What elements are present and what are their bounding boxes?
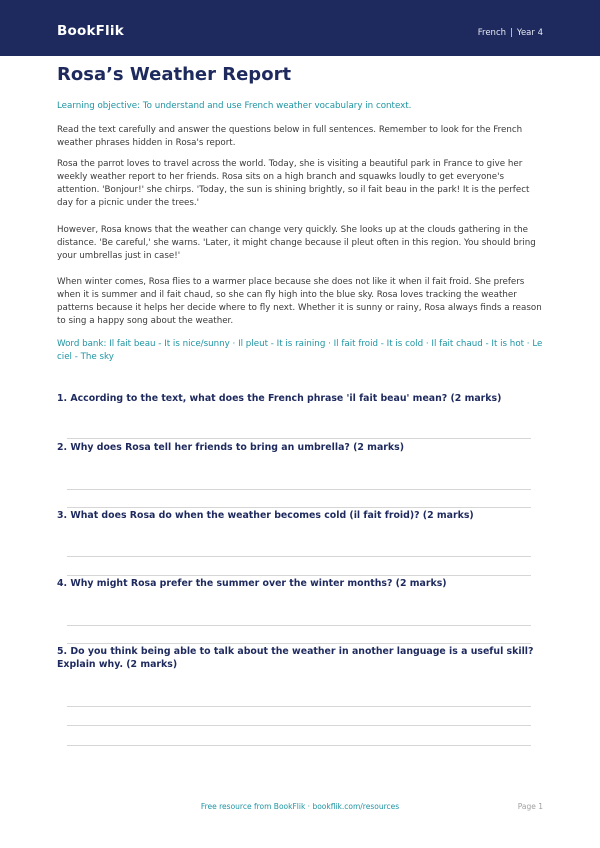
question-2: 2. Why does Rosa tell her friends to bring an umbrella? (2 marks) <box>57 442 405 453</box>
question-5: 5. Do you think being able to talk about the weather in another language is a useful skill? Explain why. (2 marks) <box>57 646 534 670</box>
question-3: 3. What does Rosa do when the weather becomes cold (il fait froid)? (2 marks) <box>57 510 474 521</box>
worksheet-title: Rosa’s Weather Report <box>57 64 292 85</box>
answer-line[interactable] <box>67 725 531 726</box>
story-paragraph-2: However, Rosa knows that the weather can change very quickly. She looks up at the clouds gathering in the distance. 'Be careful,' she warns. 'Later, it might change because il pleut often in this region. You should bring your umbrellas just in case!' <box>57 225 536 261</box>
answer-line[interactable] <box>67 489 531 490</box>
brand-logo-text: BookFlik <box>57 23 124 39</box>
subject-label: French <box>477 28 507 38</box>
page-header <box>0 0 600 56</box>
answer-line[interactable] <box>67 556 531 557</box>
story-paragraph-3: When winter comes, Rosa flies to a warmer place because she does not like it when il fait froid. She prefers when it is summer and il fait chaud, so she can fly high into the blue sky. Rosa loves tracking the weather patterns because it helps her decide where to fly next. Whether it is sunny or rainy, Rosa always finds a reason to sing a happy song about the weather. <box>57 277 542 326</box>
answer-line[interactable] <box>67 438 531 439</box>
subject-year-label <box>478 28 543 38</box>
question-1: 1. According to the text, what does the French phrase 'il fait beau' mean? (2 marks) <box>57 393 502 404</box>
answer-line[interactable] <box>67 575 531 576</box>
meta-separator: | <box>510 28 513 38</box>
learning-objective: Learning objective: To understand and use French weather vocabulary in context. <box>57 101 412 111</box>
answer-line[interactable] <box>67 625 531 626</box>
instructions-text: Read the text carefully and answer the questions below in full sentences. Remember to look for the French weather phrases hidden in Rosa's report. <box>57 125 523 148</box>
word-bank: Word bank: Il fait beau - It is nice/sunny · Il pleut - It is raining · Il fait froid - It is cold · Il fait chaud - It is hot · Le ciel - The sky <box>57 339 543 362</box>
answer-line[interactable] <box>67 643 531 644</box>
answer-line[interactable] <box>67 745 531 746</box>
answer-line[interactable] <box>67 706 531 707</box>
story-paragraph-1: Rosa the parrot loves to travel across the world. Today, she is visiting a beautiful park in France to give her weekly weather report to her friends. Rosa sits on a high branch and squawks loudly to get everyone's attention. 'Bonjour!' she chirps. 'Today, the sun is shining brightly, so il fait beau in the park! It is the perfect day for a picnic under the trees.' <box>57 159 530 208</box>
footer-link-text: Free resource from BookFlik · bookflik.com/resources <box>200 802 400 811</box>
question-4: 4. Why might Rosa prefer the summer over the winter months? (2 marks) <box>57 578 447 589</box>
answer-line[interactable] <box>67 507 531 508</box>
page-number: Page 1 <box>517 802 543 811</box>
year-label: Year 4 <box>516 28 543 38</box>
reading-section <box>57 100 543 364</box>
